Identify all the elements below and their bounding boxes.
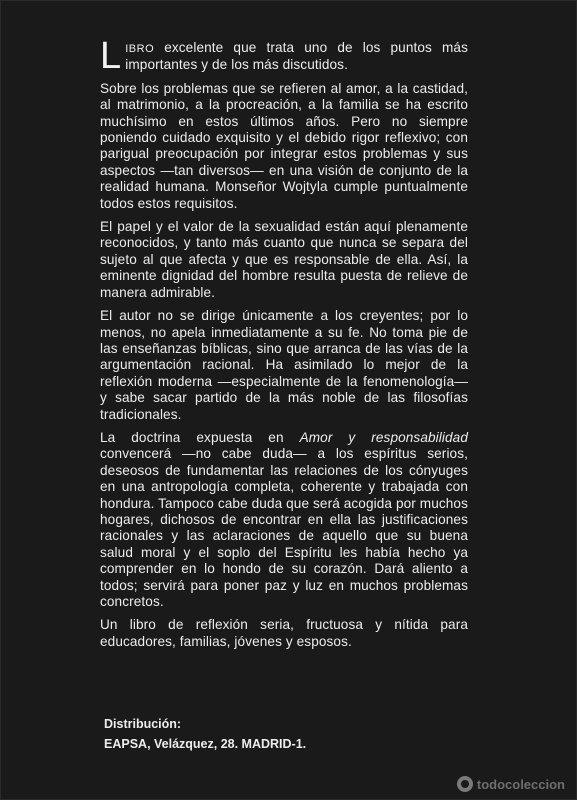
intro-paragraph — [100, 35, 468, 77]
book-title-italic: Amor y responsabilidad — [299, 429, 468, 445]
paragraph-closing: Un libro de reflexión seria, fructuosa y nítida para educadores, familias, jóvenes y esposos. — [100, 617, 468, 649]
doctrine-before: La doctrina expuesta en — [100, 429, 300, 445]
paragraph-author: El autor no se dirige únicamente a los creyentes; por lo menos, no apela inmediatamente a su fe. No toma pie de las enseñanzas bíblicas, sino que arranca de las vías de la argumentación racional. Ha asimilado lo mejor de la reflexión moderna —especialmente de la fenomenología— y sabe sacar partido de la más noble de las filosofías tradicionales. — [100, 308, 468, 422]
paragraph-sexuality: El papel y el valor de la sexualidad están aquí plenamente reconocidos, y tanto más cuanto que nunca se separa del sujeto al que afecta y que es responsable de ella. Así, la eminente dignidad del hombre resulta puesta de relieve de manera admirable. — [100, 219, 468, 300]
watermark — [457, 776, 565, 792]
doctrine-after: convencerá —no cabe duda— a los espíritus serios, deseosos de fundamentar las relaciones de los cónyuges en una antropología completa, coherente y trabajada con hondura. Tampoco cabe duda que será acogida por muchos hogares, dichosos de encontrar en ella las justificaciones racionales y las aclaraciones de aquello que su buena salud moral y el soplo del Espíritu les había hecho ya comprender en lo hondo de su corazón. Dará aliento a todos; servirá para poner paz y luz en muchos problemas concretos. — [100, 446, 468, 609]
blurb-text — [100, 35, 468, 657]
paragraph-problems: Sobre los problemas que se refieren al amor, a la castidad, al matrimonio, a la procreación, a la familia se ha escrito muchísimo en estos últimos años. Pero no siempre poniendo cuidado exquisito y el debido rigor reflexivo; con parigual preocupación por integrar estos problemas y sus aspectos —tan diversos— en una visión de conjunto de la realidad humana. Monseñor Wojtyla cumple puntualmente todos estos requisitos. — [100, 80, 468, 211]
intro-rest: excelente que trata uno de los puntos más importantes y de los más discutidos. — [125, 40, 468, 73]
drop-cap: L — [100, 35, 122, 77]
distribution-info — [104, 714, 306, 754]
todocoleccion-logo-icon — [457, 776, 473, 792]
distribution-address: EAPSA, Velázquez, 28. MADRID-1. — [104, 737, 307, 751]
watermark-text: todocoleccion — [476, 776, 565, 792]
paragraph-doctrine — [100, 430, 468, 610]
intro-smallcaps: IBRO — [125, 43, 155, 55]
distribution-label: Distribución: — [104, 717, 182, 731]
